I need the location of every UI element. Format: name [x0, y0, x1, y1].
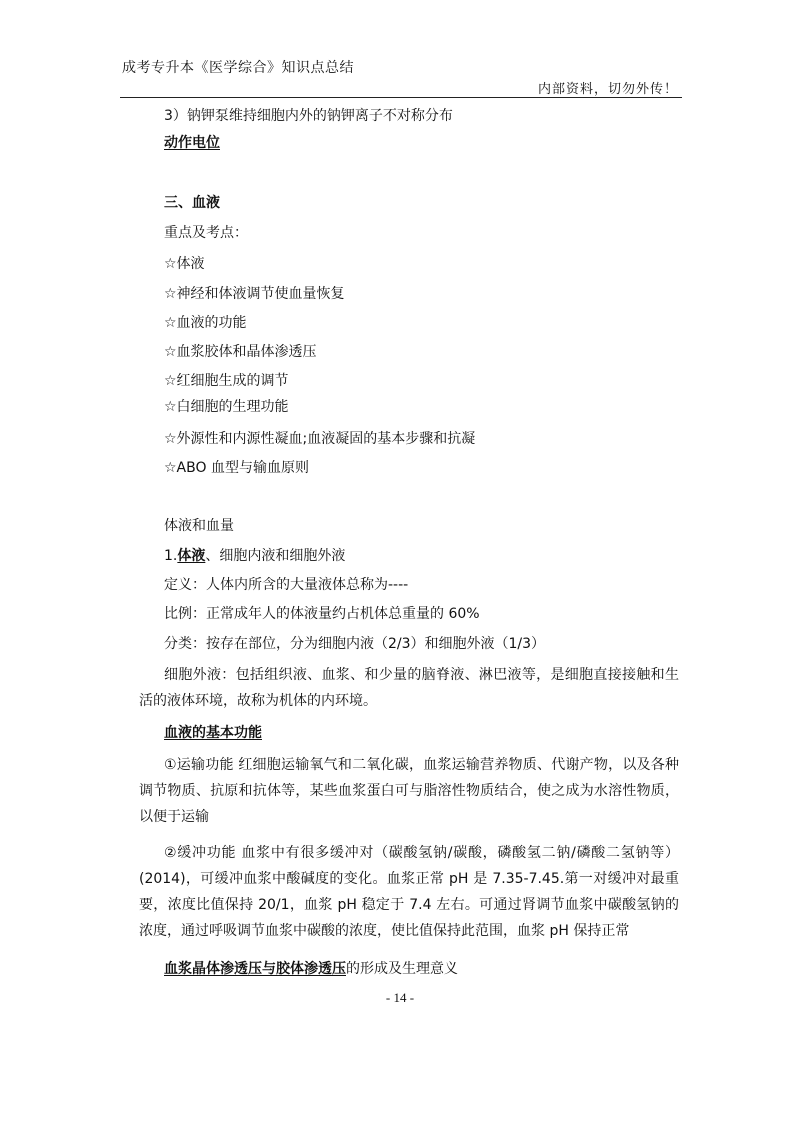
- keypoint-item: ☆白细胞的生理功能: [164, 399, 289, 415]
- functions-heading: 血液的基本功能: [164, 725, 262, 741]
- keypoint-item: ☆外源性和内源性凝血;血液凝固的基本步骤和抗凝: [164, 431, 476, 447]
- osmotic-pressure-line: [164, 959, 458, 979]
- sub-heading: 体液和血量: [164, 518, 234, 534]
- header-note: 内部资料，切勿外传！: [537, 82, 678, 97]
- keypoint-item: ☆ABO 血型与输血原则: [164, 460, 309, 476]
- keypoint-item: ☆血液的功能: [164, 315, 247, 331]
- osmotic-pressure-rest: 的形成及生理意义: [346, 961, 458, 977]
- item-1-rest: 、细胞内液和细胞外液: [205, 548, 346, 564]
- item-1-term: 体液: [177, 548, 206, 564]
- item-1-prefix: 1.: [164, 548, 178, 564]
- heading-action-potential: 动作电位: [164, 135, 220, 151]
- keypoint-item: ☆血浆胶体和晶体渗透压: [164, 344, 317, 360]
- header-title: 成考专升本《医学综合》知识点总结: [122, 60, 354, 76]
- text-line: 3）钠钾泵维持细胞内外的钠钾离子不对称分布: [164, 108, 453, 124]
- keypoints-label: 重点及考点：: [164, 225, 248, 241]
- page-number: - 14 -: [385, 990, 415, 1005]
- item-1: [164, 546, 345, 566]
- keypoint-item: ☆体液: [164, 256, 205, 272]
- definition-line: 定义：人体内所含的大量液体总称为----: [164, 577, 409, 593]
- section-heading: 三、血液: [164, 195, 220, 211]
- function-transport-paragraph: ①运输功能 红细胞运输氧气和二氧化碳，血浆运输营养物质、代谢产物，以及各种调节物质、抗原和抗体等，某些血浆蛋白可与脂溶性物质结合，使之成为水溶性物质，以便于运输: [139, 757, 679, 825]
- osmotic-pressure-term: 血浆晶体渗透压与胶体渗透压: [164, 961, 346, 977]
- header-rule: [120, 97, 682, 98]
- ratio-line: 比例：正常成年人的体液量约占机体总重量的 60%: [164, 606, 480, 622]
- classification-line: 分类：按存在部位，分为细胞内液（2/3）和细胞外液（1/3）: [164, 636, 546, 652]
- function-buffer-paragraph: ②缓冲功能 血浆中有很多缓冲对（碳酸氢钠/碳酸，磷酸氢二钠/磷酸二氢钠等）(2014)，可缓冲血浆中酸碱度的变化。血浆正常 pH 是 7.35-7.45.第一对缓冲对最重要，浓度比值保持 20/1，血浆 pH 稳定于 7.4 左右。可通过肾调节血浆中碳酸氢钠的浓度，通过呼吸调节血浆中碳酸的浓度，使比值保持此范围，血浆 pH 保持正常: [139, 845, 679, 939]
- extracellular-paragraph: 细胞外液：包括组织液、血浆、和少量的脑脊液、淋巴液等，是细胞直接接触和生活的液体环境，故称为机体的内环境。: [139, 667, 679, 709]
- keypoint-item: ☆红细胞生成的调节: [164, 373, 289, 389]
- keypoint-item: ☆神经和体液调节使血量恢复: [164, 286, 345, 302]
